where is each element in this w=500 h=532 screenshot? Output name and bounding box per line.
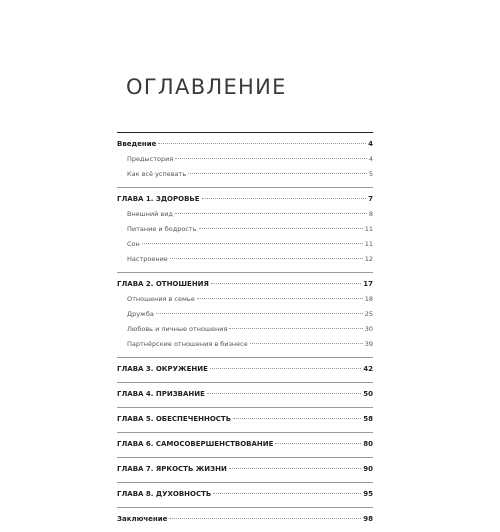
toc-section (117, 133, 373, 188)
toc-section (117, 358, 373, 383)
toc-subentry[interactable] (117, 252, 373, 267)
page-number: 12 (364, 255, 373, 263)
entry-title: ГЛАВА 5. ОБЕСПЕЧЕННОСТЬ (117, 415, 232, 423)
dot-leader (156, 313, 363, 314)
dot-leader (169, 518, 361, 519)
entry-title: ГЛАВА 3. ОКРУЖЕНИЕ (117, 365, 208, 373)
toc-section (117, 508, 373, 532)
dot-leader (213, 493, 361, 494)
toc-subentry[interactable] (117, 292, 373, 307)
page-number: 17 (363, 280, 373, 288)
entry-title: Введение (117, 140, 157, 148)
page-number: 11 (364, 240, 373, 248)
entry-title: Предыстория (127, 155, 174, 163)
dot-leader (250, 343, 363, 344)
page-number: 80 (363, 440, 373, 448)
toc-section (117, 383, 373, 408)
entry-title: Дружба (127, 310, 154, 318)
entry-title: Сон (127, 240, 140, 248)
page-number: 58 (363, 415, 373, 423)
toc-chapter-entry[interactable] (117, 137, 373, 152)
dot-leader (211, 283, 361, 284)
dot-leader (170, 258, 363, 259)
entry-title: ГЛАВА 2. ОТНОШЕНИЯ (117, 280, 209, 288)
page-number: 7 (368, 195, 373, 203)
table-of-contents (117, 132, 373, 532)
dot-leader (197, 298, 363, 299)
toc-chapter-entry[interactable] (117, 462, 373, 477)
toc-subentry[interactable] (117, 307, 373, 322)
entry-title: Питание и бодрость (127, 225, 197, 233)
toc-chapter-entry[interactable] (117, 277, 373, 292)
page-number: 4 (368, 155, 373, 163)
entry-title: Любовь и личные отношения (127, 325, 228, 333)
dot-leader (142, 243, 363, 244)
entry-title: Как всё успевать (127, 170, 187, 178)
page-number: 98 (363, 515, 373, 523)
toc-subentry[interactable] (117, 237, 373, 252)
toc-subentry[interactable] (117, 152, 373, 167)
toc-section (117, 458, 373, 483)
toc-subentry[interactable] (117, 222, 373, 237)
toc-section (117, 433, 373, 458)
dot-leader (233, 418, 361, 419)
toc-chapter-entry[interactable] (117, 362, 373, 377)
dot-leader (210, 368, 361, 369)
toc-chapter-entry[interactable] (117, 437, 373, 452)
page-number: 25 (364, 310, 373, 318)
page-number: 42 (363, 365, 373, 373)
entry-title: ГЛАВА 8. ДУХОВНОСТЬ (117, 490, 212, 498)
page-number: 39 (364, 340, 373, 348)
dot-leader (175, 158, 367, 159)
dot-leader (199, 228, 363, 229)
entry-title: Внешний вид (127, 210, 173, 218)
entry-title: Партнёрские отношения в бизнесе (127, 340, 248, 348)
toc-subentry[interactable] (117, 322, 373, 337)
page-number: 30 (364, 325, 373, 333)
toc-chapter-entry[interactable] (117, 192, 373, 207)
entry-title: ГЛАВА 7. ЯРКОСТЬ ЖИЗНИ (117, 465, 227, 473)
dot-leader (175, 213, 367, 214)
page-number: 50 (363, 390, 373, 398)
dot-leader (229, 468, 361, 469)
entry-title: ГЛАВА 4. ПРИЗВАНИЕ (117, 390, 205, 398)
page-number: 8 (368, 210, 373, 218)
toc-chapter-entry[interactable] (117, 512, 373, 527)
entry-title: Отношения в семье (127, 295, 195, 303)
toc-subentry[interactable] (117, 167, 373, 182)
toc-section (117, 408, 373, 433)
page-number: 5 (368, 170, 373, 178)
dot-leader (207, 393, 361, 394)
page-number: 90 (363, 465, 373, 473)
toc-section (117, 273, 373, 358)
page-number: 18 (364, 295, 373, 303)
dot-leader (158, 143, 366, 144)
dot-leader (275, 443, 361, 444)
toc-chapter-entry[interactable] (117, 412, 373, 427)
toc-subentry[interactable] (117, 337, 373, 352)
toc-subentry[interactable] (117, 207, 373, 222)
dot-leader (188, 173, 367, 174)
dot-leader (229, 328, 362, 329)
toc-chapter-entry[interactable] (117, 387, 373, 402)
entry-title: Заключение (117, 515, 168, 523)
entry-title: ГЛАВА 1. ЗДОРОВЬЕ (117, 195, 200, 203)
entry-title: ГЛАВА 6. САМОСОВЕРШЕНСТВОВАНИЕ (117, 440, 274, 448)
toc-section (117, 188, 373, 273)
entry-title: Настроение (127, 255, 168, 263)
page-title: ОГЛАВЛЕНИЕ (126, 75, 287, 99)
page-number: 95 (363, 490, 373, 498)
dot-leader (202, 198, 367, 199)
page-number: 4 (368, 140, 373, 148)
page-number: 11 (364, 225, 373, 233)
toc-section (117, 483, 373, 508)
